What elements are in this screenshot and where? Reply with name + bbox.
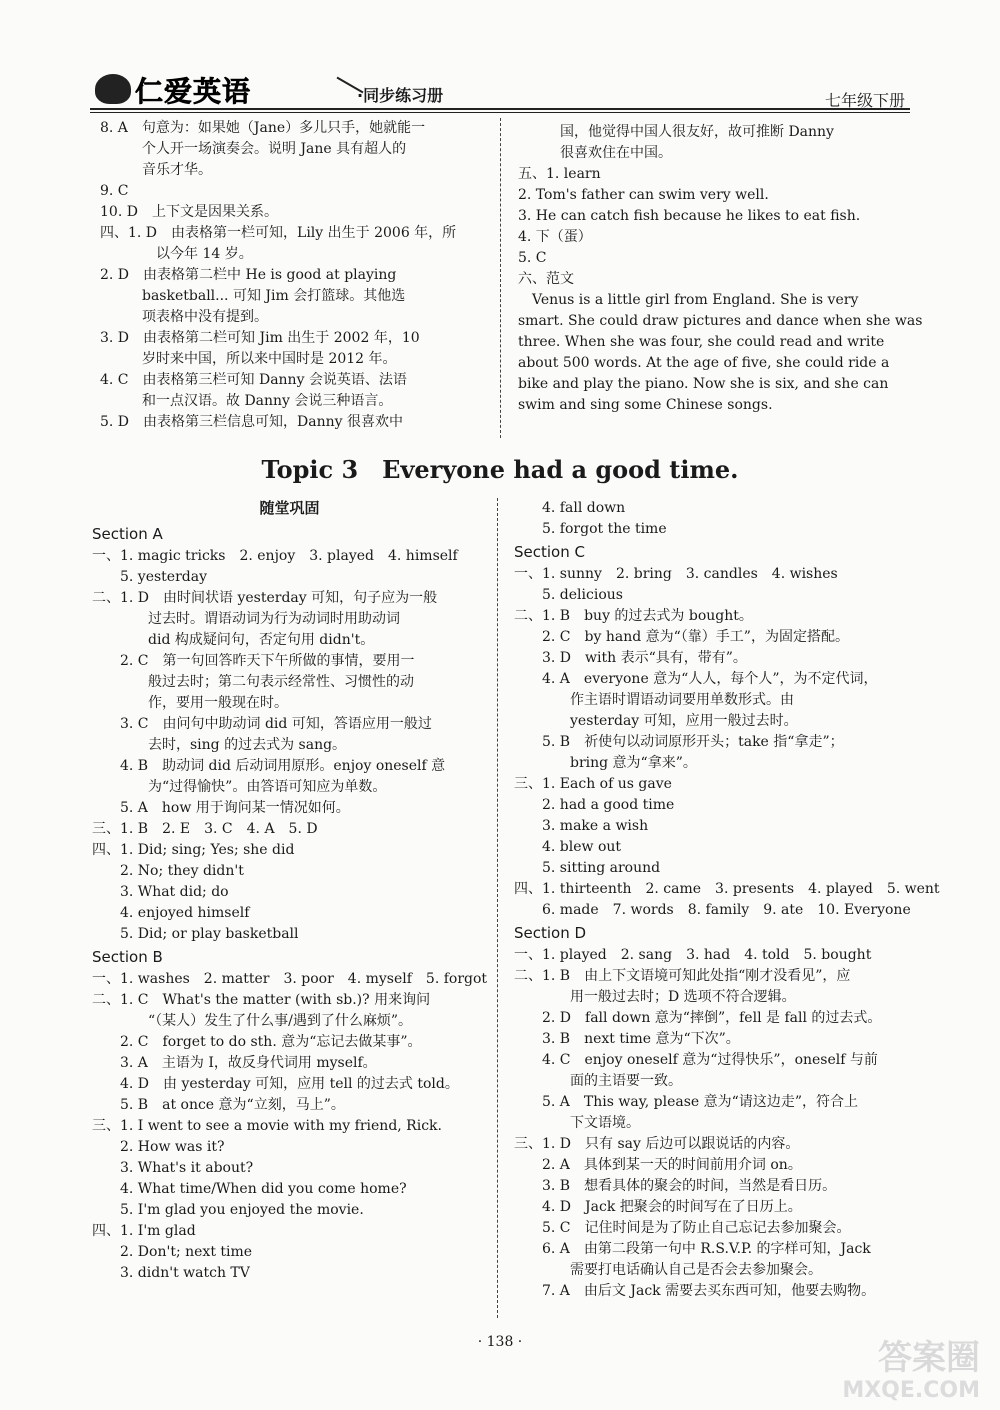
answer-line: 6. made 7. words 8. family 9. ate 10. Everyone <box>514 902 911 918</box>
logo-icon <box>95 74 131 104</box>
answer-line: 过去时。谓语动词为行为动词时用助动词 <box>92 611 400 627</box>
answer-line: 作主语时谓语动词要用单数形式。由 <box>514 692 794 708</box>
answer-line: 二、1. B buy 的过去式为 bought。 <box>514 608 753 624</box>
answer-line: 4. B 助动词 did 后动词用原形。enjoy oneself 意 <box>92 758 446 774</box>
answer-line: 和一点汉语。故 Danny 会说三种语言。 <box>100 393 393 409</box>
answer-line: 用一般过去时；D 选项不符合逻辑。 <box>514 989 796 1005</box>
answer-line: 4. enjoyed himself <box>92 905 250 921</box>
answer-line: 4. D Jack 把聚会的时间写在了日历上。 <box>514 1199 802 1215</box>
answer-line: 3. B next time 意为“下次”。 <box>514 1031 740 1047</box>
answer-line: 4. C enjoy oneself 意为“过得快乐”，oneself 与前 <box>514 1052 878 1068</box>
answer-line: 2. C by hand 意为“（靠）手工”，为固定搭配。 <box>514 629 849 645</box>
answer-line: 面的主语要一致。 <box>514 1073 682 1089</box>
section-heading: 随堂巩固 <box>259 499 320 517</box>
answer-line: bike and play the piano. Now she is six, and she can <box>518 376 889 392</box>
answer-line: 8. A 句意为：如果她（Jane）多儿只手，她就能一 <box>100 120 426 136</box>
answer-line: swim and sing some Chinese songs. <box>518 397 773 413</box>
column-divider-top <box>500 118 501 438</box>
answer-line: 3. C 由问句中助动词 did 可知，答语应用一般过 <box>92 716 432 732</box>
answer-line: 很喜欢住在中国。 <box>518 145 672 161</box>
answer-line: 4. What time/When did you come home? <box>92 1181 407 1197</box>
answer-line: 岁时来中国，所以来中国时是 2012 年。 <box>100 351 397 367</box>
answer-line: 六、范文 <box>518 271 574 287</box>
answer-line: 三、1. D 只有 say 后边可以跟说话的内容。 <box>514 1136 800 1152</box>
answer-line: 5. delicious <box>514 587 623 603</box>
answer-line: 5. C <box>518 250 547 266</box>
section-label: Section B <box>92 948 163 966</box>
answer-line: 二、1. D 由时间状语 yesterday 可知，句子应为一般 <box>92 590 438 606</box>
answer-line: 五、1. learn <box>518 166 601 182</box>
answer-line: yesterday 可知，应用一般过去时。 <box>514 713 798 729</box>
answer-line: 4. 下（蛋） <box>518 229 592 245</box>
answer-line: 2. How was it? <box>92 1139 225 1155</box>
answer-line: 四、1. Did; sing; Yes; she did <box>92 842 295 858</box>
answer-line: 一、1. magic tricks 2. enjoy 3. played 4. himself <box>92 548 458 564</box>
section-label: Section D <box>514 924 587 942</box>
answer-line: 以今年 14 岁。 <box>100 246 253 262</box>
answer-line: 3. didn't watch TV <box>92 1265 250 1281</box>
answer-line: 5. A how 用于询问某一情况如何。 <box>92 800 350 816</box>
answer-line: “（某人）发生了什么事/遇到了什么麻烦”。 <box>92 1013 413 1029</box>
grade-label: 七年级下册 <box>824 91 905 110</box>
answer-line: 3. B 想看具体的聚会的时间，当然是看日历。 <box>514 1178 837 1194</box>
answer-line: 四、1. thirteenth 2. came 3. presents 4. played 5. went <box>514 881 940 897</box>
answer-line: 9. C <box>100 183 129 199</box>
answer-line: basketball... 可知 Jim 会打篮球。其他选 <box>100 288 406 304</box>
answer-line: 三、1. I went to see a movie with my friend, Rick. <box>92 1118 442 1134</box>
answer-line: 2. Don't; next time <box>92 1244 253 1260</box>
answer-line: 音乐才华。 <box>100 162 212 178</box>
answer-line: 4. D 由 yesterday 可知，应用 tell 的过去式 told。 <box>92 1076 459 1092</box>
answer-line: 3. What's it about? <box>92 1160 254 1176</box>
topic-title: Topic 3 Everyone had a good time. <box>261 455 739 484</box>
answer-line: 5. I'm glad you enjoyed the movie. <box>92 1202 364 1218</box>
answer-line: bring 意为“拿来”。 <box>514 755 697 771</box>
top-left-column <box>100 118 490 433</box>
answer-line: 4. A everyone 意为“人人，每个人”，为不定代词， <box>514 671 878 687</box>
answer-line: 5. C 记住时间是为了防止自己忘记去参加聚会。 <box>514 1220 851 1236</box>
answer-line: 2. A 具体到某一天的时间前用介词 on。 <box>514 1157 802 1173</box>
answer-line: 2. C 第一句回答昨天下午所做的事情，要用一 <box>92 653 415 669</box>
answer-line: 3. What did; do <box>92 884 229 900</box>
answer-line: 4. C 由表格第三栏可知 Danny 会说英语、法语 <box>100 372 407 388</box>
answer-line: 2. had a good time <box>514 797 675 813</box>
answer-line: 3. make a wish <box>514 818 649 834</box>
answer-line: 10. D 上下文是因果关系。 <box>100 204 278 220</box>
answer-line: 3. He can catch fish because he likes to eat fish. <box>518 208 861 224</box>
answer-line: 3. D with 表示“具有，带有”。 <box>514 650 747 666</box>
bottom-right-column <box>514 498 940 1302</box>
answer-line: 2. C forget to do sth. 意为“忘记去做某事”。 <box>92 1034 422 1050</box>
answer-line: 2. D fall down 意为“摔倒”，fell 是 fall 的过去式。 <box>514 1010 882 1026</box>
answer-line: three. When she was four, she could read and write <box>518 334 885 350</box>
answer-line: did 构成疑问句，否定句用 didn't。 <box>92 632 375 648</box>
header-rule <box>90 108 910 110</box>
answer-line: 2. D 由表格第二栏中 He is good at playing <box>100 267 397 283</box>
answer-line: 项表格中没有提到。 <box>100 309 268 325</box>
answer-line: 为“过得愉快”。由答语可知应为单数。 <box>92 779 387 795</box>
answer-line: 4. fall down <box>514 500 626 516</box>
answer-line: 3. D 由表格第二栏可知 Jim 出生于 2002 年，10 <box>100 330 420 346</box>
answer-line: 一、1. washes 2. matter 3. poor 4. myself 5. forgot <box>92 971 488 987</box>
answer-line: 5. forgot the time <box>514 521 667 537</box>
answer-line: 四、1. I'm glad <box>92 1223 196 1239</box>
answer-line: 般过去时；第二句表示经常性、习惯性的动 <box>92 674 414 690</box>
page-number: · 138 · <box>477 1334 523 1350</box>
answer-line: 国，他觉得中国人很友好，故可推断 Danny <box>518 124 834 140</box>
answer-line: 一、1. played 2. sang 3. had 4. told 5. bought <box>514 947 872 963</box>
answer-line: 6. A 由第二段第一句中 R.S.V.P. 的字样可知，Jack <box>514 1241 871 1257</box>
book-subtitle: ·同步练习册 <box>357 86 444 105</box>
watermark-url: MXQE.COM <box>842 1378 980 1403</box>
answer-line: 5. D 由表格第三栏信息可知，Danny 很喜欢中 <box>100 414 403 430</box>
answer-line: 二、1. B 由上下文语境可知此处指“刚才没看见”，应 <box>514 968 851 984</box>
top-right-column <box>518 122 923 416</box>
answer-line: 2. No; they didn't <box>92 863 244 879</box>
book-logo: 仁爱英语 <box>135 75 252 108</box>
answer-line: about 500 words. At the age of five, she could ride a <box>518 355 890 371</box>
column-divider-bottom <box>497 498 498 1318</box>
answer-line: 需要打电话确认自己是否会去参加聚会。 <box>514 1262 822 1278</box>
answer-line: 去时，sing 的过去式为 sang。 <box>92 737 347 753</box>
answer-line: 下文语境。 <box>514 1115 640 1131</box>
answer-line: 二、1. C What's the matter (with sb.)? 用来询问 <box>92 992 431 1008</box>
answer-line: smart. She could draw pictures and dance when she was <box>518 313 923 329</box>
answer-line: 个人开一场演奏会。说明 Jane 具有超人的 <box>100 141 407 157</box>
section-label: Section A <box>92 525 163 543</box>
answer-line: 2. Tom's father can swim very well. <box>518 187 769 203</box>
answer-line: 3. A 主语为 I，故反身代词用 myself。 <box>92 1055 377 1071</box>
section-label: Section C <box>514 543 585 561</box>
answer-line: 5. B 祈使句以动词原形开头；take 指“拿走”； <box>514 734 844 750</box>
answer-line: 5. A This way, please 意为“请这边走”，符合上 <box>514 1094 858 1110</box>
answer-line: 三、1. B 2. E 3. C 4. A 5. D <box>92 821 318 837</box>
answer-line: 4. blew out <box>514 839 622 855</box>
answer-line: 5. yesterday <box>92 569 208 585</box>
answer-line: 5. Did; or play basketball <box>92 926 299 942</box>
header-rule-thin <box>90 112 910 113</box>
answer-line: Venus is a little girl from England. She is very <box>518 292 859 308</box>
answer-line: 作，要用一般现在时。 <box>92 695 288 711</box>
answer-line: 三、1. Each of us gave <box>514 776 672 792</box>
answer-line: 一、1. sunny 2. bring 3. candles 4. wishes <box>514 566 838 582</box>
answer-line: 7. A 由后文 Jack 需要去买东西可知，他要去购物。 <box>514 1283 876 1299</box>
watermark-logo: 答案圈 <box>878 1338 980 1378</box>
bottom-left-column <box>92 494 487 1284</box>
answer-line: 5. B at once 意为“立刻，马上”。 <box>92 1097 345 1113</box>
answer-line: 四、1. D 由表格第一栏可知，Lily 出生于 2006 年，所 <box>100 225 457 241</box>
answer-line: 5. sitting around <box>514 860 661 876</box>
